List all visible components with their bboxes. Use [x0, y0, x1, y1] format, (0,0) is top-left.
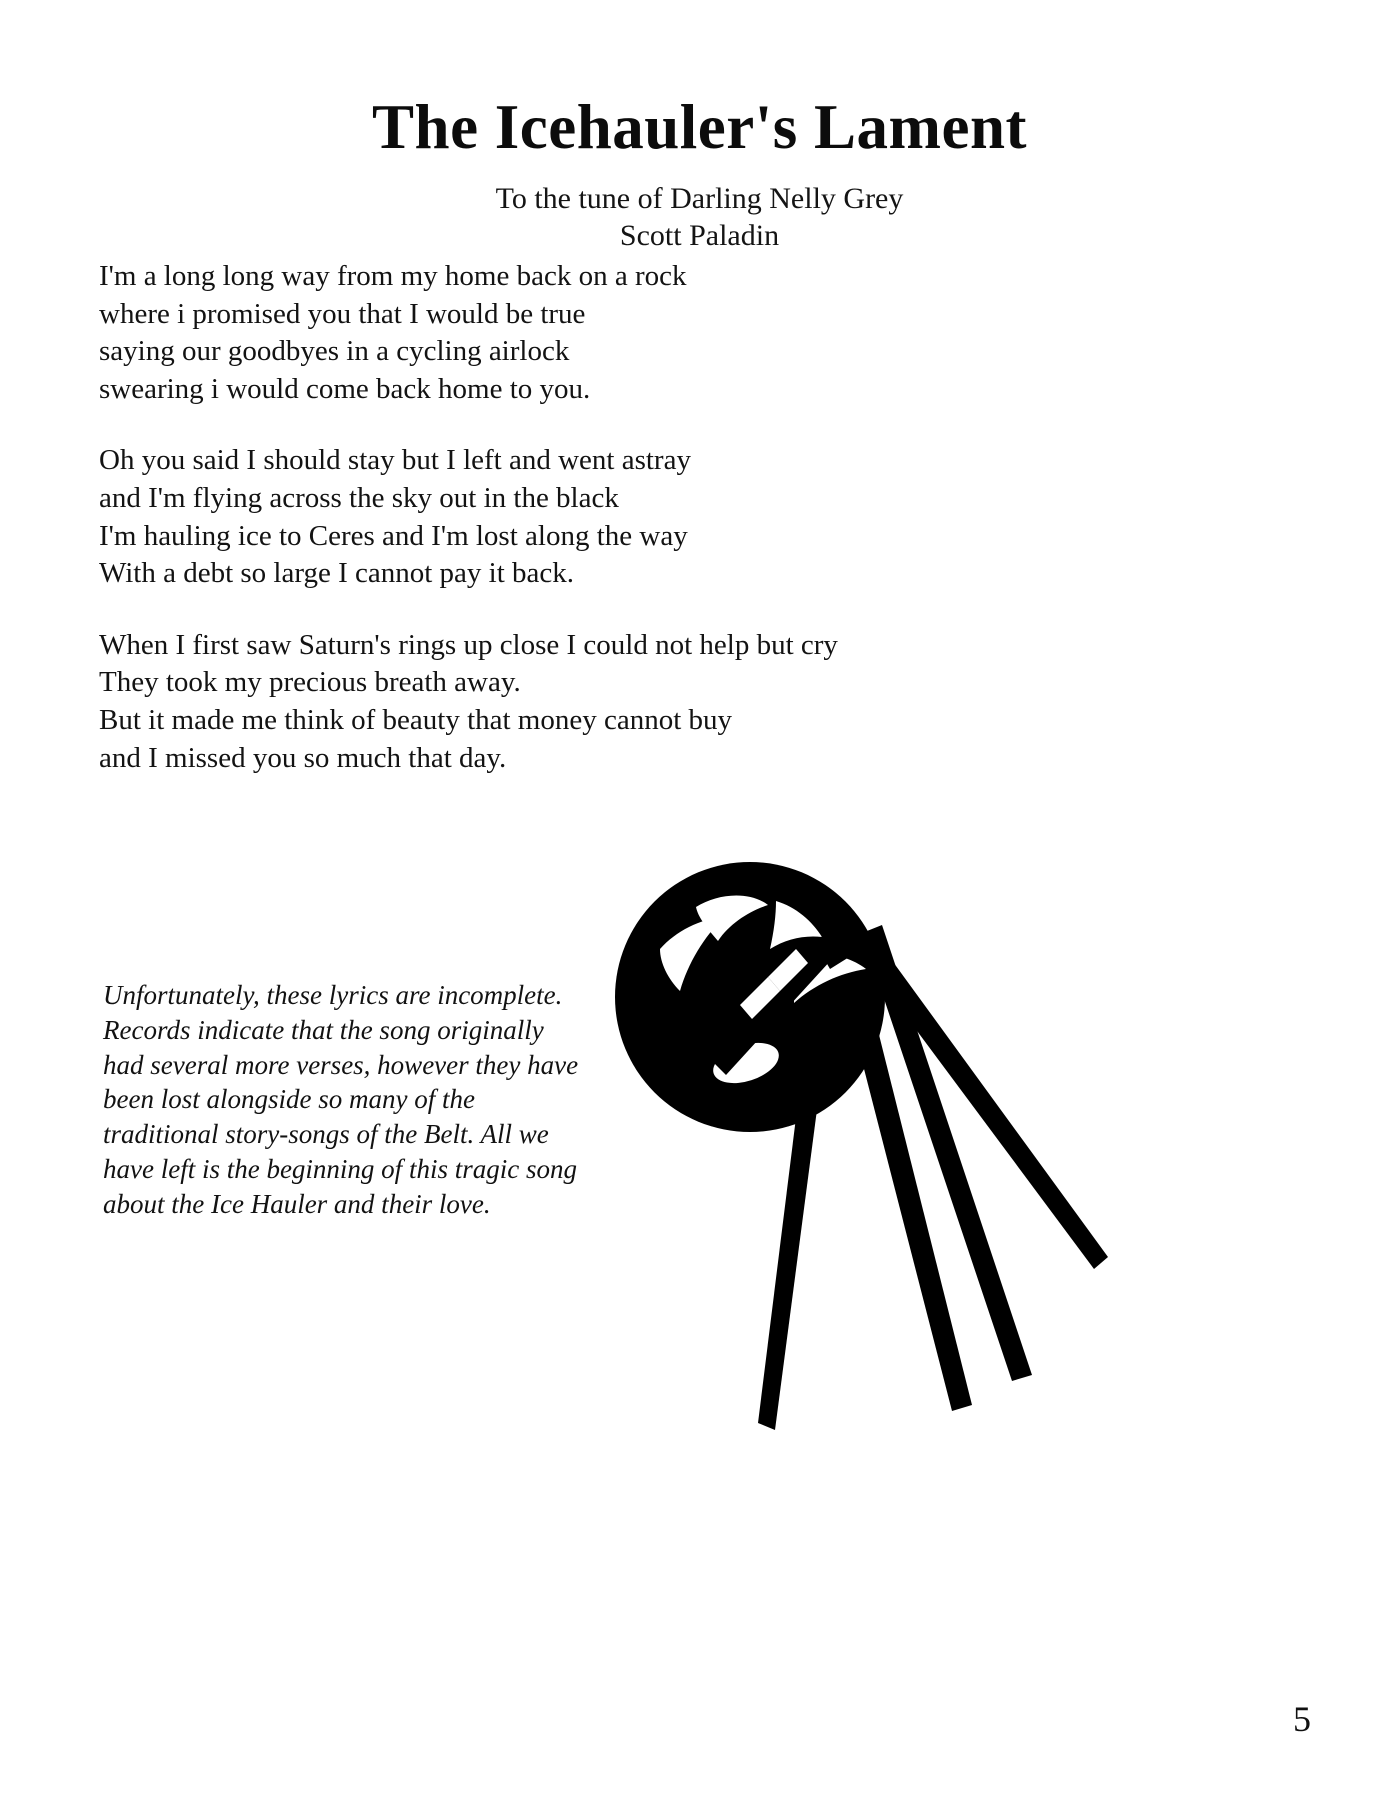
verse: [99, 258, 999, 408]
page-number: 5: [1293, 1699, 1311, 1739]
note-line: been lost alongside so many of the: [103, 1084, 475, 1115]
verse-line: I'm hauling ice to Ceres and I'm lost along the way: [99, 519, 688, 552]
verse-line: But it made me think of beauty that money cannot buy: [99, 703, 733, 736]
tune-subtitle: To the tune of Darling Nelly Grey: [495, 182, 904, 216]
verse-line: swearing i would come back home to you.: [99, 372, 591, 405]
note-line: about the Ice Hauler and their love.: [103, 1188, 491, 1219]
verse: [99, 627, 999, 777]
note-line: had several more verses, however they have: [103, 1049, 579, 1080]
title-block: [0, 94, 1399, 255]
verse: [99, 442, 999, 592]
verse-line: When I first saw Saturn's rings up close I could not help but cry: [99, 628, 838, 661]
note-line: Records indicate that the song originally: [103, 1014, 544, 1045]
verse-line: They took my precious breath away.: [99, 666, 521, 699]
note-line: Unfortunately, these lyrics are incomplete.: [103, 980, 563, 1010]
author-name: Scott Paladin: [619, 219, 780, 253]
verse-line: and I'm flying across the sky out in the black: [99, 481, 619, 514]
note-line: have left is the beginning of this tragic song: [103, 1153, 577, 1184]
verse-line: and I missed you so much that day.: [99, 741, 507, 774]
lyrics-body: [99, 258, 999, 777]
note-line: traditional story-songs of the Belt. All we: [103, 1119, 549, 1150]
page-title: The Icehauler's Lament: [372, 92, 1027, 162]
sputnik-satellite-illustration: [600, 845, 1140, 1445]
verse-line: Oh you said I should stay but I left and went astray: [99, 444, 691, 477]
subtitle-group: [0, 180, 1399, 254]
verse-line: saying our goodbyes in a cycling airlock: [99, 335, 570, 368]
editorial-note: [103, 978, 603, 1222]
verse-line: where i promised you that I would be true: [99, 297, 586, 330]
verse-line: I'm a long long way from my home back on a rock: [99, 260, 687, 292]
verse-line: With a debt so large I cannot pay it back.: [99, 557, 575, 590]
